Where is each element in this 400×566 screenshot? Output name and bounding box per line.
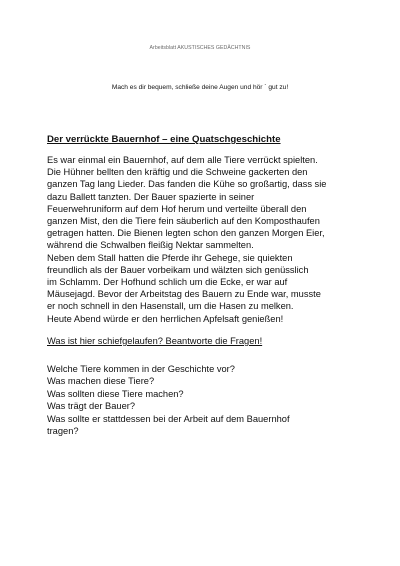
story-line: Es war einmal ein Bauernhof, auf dem alle Tiere verrückt spielten. <box>47 155 318 165</box>
question-item: Was sollte er stattdessen bei der Arbeit auf dem Bauernhof <box>47 413 290 424</box>
story-line: Mäusejagd. Bevor der Arbeitstag des Bauern zu Ende war, musste <box>47 289 321 300</box>
story-line: ganzen Mist, den die Tiere fein säuberlich auf den Komposthaufen <box>47 216 320 227</box>
question-item: Was machen diese Tiere? <box>47 376 155 387</box>
story-line: Neben dem Stall hatten die Pferde ihr Gehege, sie quiekten <box>47 252 293 263</box>
story-line: Heute Abend würde er den herrlichen Apfelsaft genießen! <box>47 313 284 324</box>
question-list <box>47 363 363 437</box>
instruction-text: Mach es dir bequem, schließe deine Augen und hör ´ gut zu! <box>111 84 289 91</box>
story-line: während die Schwalben fleißig Nektar sammelten. <box>47 240 254 251</box>
question-item: tragen? <box>47 426 79 437</box>
question-item: Was trägt der Bauer? <box>47 401 136 412</box>
story-line: getragen hatten. Die Bienen legten schon den ganzen Morgen Eier, <box>47 228 325 239</box>
story-line: Die Hühner bellten den kräftig und die Schweine gackerten den <box>47 167 308 178</box>
worksheet-content <box>47 133 363 437</box>
worksheet-header: Arbeitsblatt AKUSTISCHES GEDÄCHTNIS <box>149 45 251 51</box>
story-line: ganzen Tag lang Lieder. Das fanden die Kühe so großartig, dass sie <box>47 179 327 190</box>
story-line: im Schlamm. Der Hofhund schlich um die Ecke, er war auf <box>47 277 288 288</box>
question-item: Was sollten diese Tiere machen? <box>47 388 184 399</box>
question-item: Welche Tiere kommen in der Geschichte vor? <box>47 364 235 375</box>
story-line: er noch schnell in den Hasenstall, um die Hasen zu melken. <box>47 301 294 312</box>
story-line: freundlich als der Bauer vorbeikam und wälzten sich genüsslich <box>47 264 309 275</box>
story-text <box>47 154 363 325</box>
task-heading: Was ist hier schiefgelaufen? Beantworte die Fragen! <box>47 335 263 346</box>
story-line: dazu Ballett tanzten. Der Bauer spazierte in seiner <box>47 191 255 202</box>
story-title: Der verrückte Bauernhof – eine Quatschgeschichte <box>47 134 281 145</box>
story-line: Feuerwehruniform auf dem Hof herum und verteilte überall den <box>47 203 307 214</box>
